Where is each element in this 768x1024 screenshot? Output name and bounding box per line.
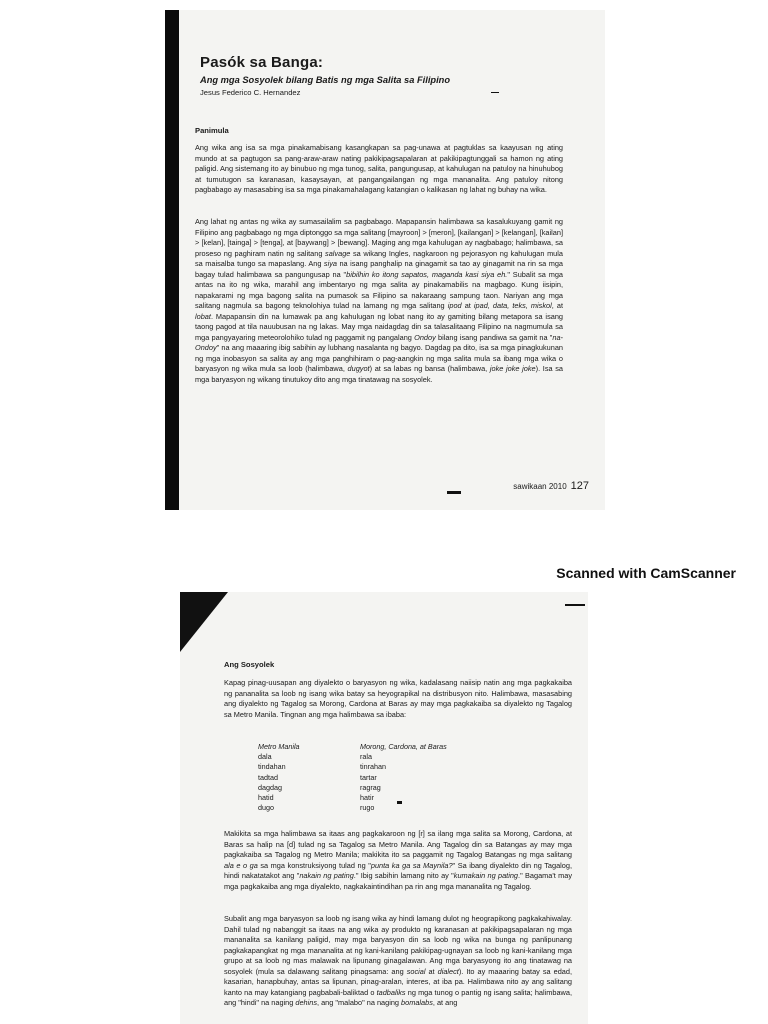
section-heading-sosyolek: Ang Sosyolek [224,660,275,669]
body-paragraph-text: Ang lahat ng antas ng wika ay sumasailalim sa pagbabago. Mapapansin halimbawa sa kasalukuyang gamit ng Filipino ang pagbabago ng mga diptonggo sa mga salitang [mayroon] > [meron], [kailangan] > [kelangan], [kailan] > [kelan], [tainga] > [tenga], at [baywang] > [bewang]. Maging ang mga kahulugan ay nagbabago; halimbawa, sa proseso ng paghiram natin ng salitang salvage sa wikang Ingles, nagkaroon ng pejorasyon ng kahulugan mula sa maisalba tungo sa mapaslang. Ang siya na isang panghalip na ginagamit sa tao ay ginagamit na rin sa mga bagay tulad halimbawa sa pangungusap na "bibilhin ko itong sapatos, maganda kasi siya eh." Subalit sa mga antas na ito ng wika, marahil ang imbentaryo ng mga salita ay pinakamabilis na magbago. Kung iisipin, napakarami ng mga bagong salita na pumasok sa Filipino sa nakaraang sampung taon. Nariyan ang mga salitang nagmula sa bagong teknolohiya tulad na lamang ng mga salitang ipod at ipad, data, teks, miskol, at lobat. Mapapansin din na lumawak pa ang kahulugan ng lobat nang ito ay gamiting bilang metapora sa isang taong pagod at tila nauubusan na ng lakas. May mga naidagdag din sa talasalitaang Filipino na nagmumula sa mga pangyayaring meteorolohiko tulad ng paggamit ng pangalang Ondoy bilang isang pandiwa sa gamit na "na-Ondoy" na ang maaaring ibig sabihin ay lubhang nasalanta ng bagyo. Dagdag pa dito, isa sa mga pinagkukunan ng mga inobasyon sa salita ay ang mga panghihiram o pag-aangkin ng mga salita mula sa ibang mga wika o baryasyon ng wika mula sa loob (halimbawa, dugyot) at sa labas ng bansa (halimbawa, joke joke joke). Isa sa mga baryasyon ng wikang tinutukoy dito ang mga tinatawag na sosyolek. [195,217,564,384]
body-paragraph [195,217,563,385]
sosyolek-definition-text: Subalit ang mga baryasyon sa loob ng isang wika ay hindi lamang dulot ng heograpikong pagkakahiwalay. Dahil tulad ng nabanggit sa itaas na ang wika ay produkto ng karanasan at pakikipagsapalaran ng mga mananalita sa kanilang paligid, may mga baryasyon din sa loob ng wika na bunga ng panlipunang pagkakapangkat ng mga mananalita at ng kani-kanilang pakikipag-ugnayan sa loob ng kani-kanilang mga grupo at sa loob ng mas malawak na lipunang ginagalawan. Ang mga baryasyong ito ang tinatawag na sosyolek (mula sa dalawang salitang pinagsama: ang social at dialect). Ito ay maaaring batay sa edad, kasarian, hanapbuhay, antas sa lipunan, pinag-aralan, interes, at iba pa. Halimbawa nito ay ang salitang kanto na may katangiang pagbabali-baliktad o tadbaliks ng mga tunog o pantig ng isang salita; halimbawa, ang "hindi" na naging dehins, ang "malabo" na naging bomalabs, at ang [224,914,572,1007]
article-title: Pasók sa Banga: [200,54,324,71]
table-cell: tartar [360,772,377,782]
page-number: 127 [570,480,589,492]
article-subtitle: Ang mga Sosyolek bilang Batis ng mga Salita sa Filipino [200,75,451,85]
table-cell: hatir [360,792,374,802]
scan-speck [397,801,402,804]
table-row [258,773,447,783]
scan-speck [491,92,499,93]
table-row [258,783,447,793]
table-cell: tinrahan [360,762,386,772]
table-cell: rala [360,752,372,762]
table-header-metro-manila: Metro Manila [258,742,300,751]
table-row [258,762,447,772]
intro-paragraph [195,143,563,196]
sosyolek-intro-text: Kapag pinag-uusapan ang diyalekto o baryasyon ng wika, kadalasang naiisip natin ang mga pagkakaiba ng pananalita sa loob ng isang wika batay sa heyograpikal na distribusyon nito. Halimbawa, masasabing ang diyalekto ng Tagalog sa Morong, Cardona at Baras ay may mga pagkakaiba sa diyalekto ng Tagalog sa Metro Manila. Tingnan ang mga halimbawa sa ibaba: [224,678,572,719]
dialect-explanation-paragraph [224,829,572,892]
intro-paragraph-text: Ang wika ang isa sa mga pinakamabisang kasangkapan sa pag-unawa at pagtuklas sa kaayusan ng ating mundo at sa pagtugon sa pang-araw-araw nating pakikipagsapalaran at pakikipagtunggali sa hamon ng ating paligid. Ang sistemang ito ay binubuo ng mga tunog, salita, pangungusap, at kahulugan na patuloy na hinuhubog at tumutugon sa karanasan, kasaysayan, at pangangailangan ng mga mananalita. Ang patuloy nitong pagbabago ay masasabing isa sa mga pinakamahalagang katangian o kalikasan ng lahat ng buhay na wika. [195,143,563,194]
scan-speck [565,604,585,606]
dialect-comparison-table [258,742,447,813]
table-row [258,752,447,762]
camscanner-watermark: Scanned with CamScanner [556,565,736,581]
table-cell: dugo [258,803,274,813]
table-row [258,793,447,803]
page-footer [513,480,589,492]
sosyolek-intro-paragraph [224,678,572,720]
scan-speck [447,491,461,494]
table-cell: rugo [360,803,375,813]
scanned-page-1 [165,10,605,510]
section-heading-panimula: Panimula [195,126,229,135]
article-author: Jesus Federico C. Hernandez [200,88,301,97]
table-cell: dala [258,752,272,762]
footer-label: sawikaan 2010 [513,482,567,491]
table-cell: dagdag [258,782,282,792]
page-binding-shadow [165,10,179,510]
sosyolek-definition-paragraph [224,914,572,1009]
page-corner-shadow [180,592,228,652]
table-header-row [258,742,447,752]
dialect-explanation-text: Makikita sa mga halimbawa sa itaas ang pagkakaroon ng [r] sa ilang mga salita sa Morong, Cardona, at Baras sa halip na [d] tulad ng sa Tagalog sa Metro Manila. Ang Tagalog din sa Batangas ay may mga pagkakaiba sa Tagalog ng Metro Manila; makikita ito sa paggamit ng Tagalog Batangas ng mga salitang ala e o ga sa mga konstruksiyong tulad ng "punta ka ga sa Maynila?" Sa ibang diyalekto din ng Tagalog, hindi nakatatakot ang "nakain ng pating." Ibig sabihin lamang nito ay "kumakain ng pating." Bagama't may mga pagkakaiba ang mga diyalekto, nagkakaintindihan pa rin ang mga mananalita ng Tagalog. [224,829,573,891]
table-header-morong: Morong, Cardona, at Baras [360,742,447,751]
table-row [258,803,447,813]
scanned-page-2 [180,592,588,1024]
table-cell: tadtad [258,772,278,782]
table-cell: ragrag [360,782,381,792]
table-cell: hatid [258,792,274,802]
table-cell: tindahan [258,762,286,772]
